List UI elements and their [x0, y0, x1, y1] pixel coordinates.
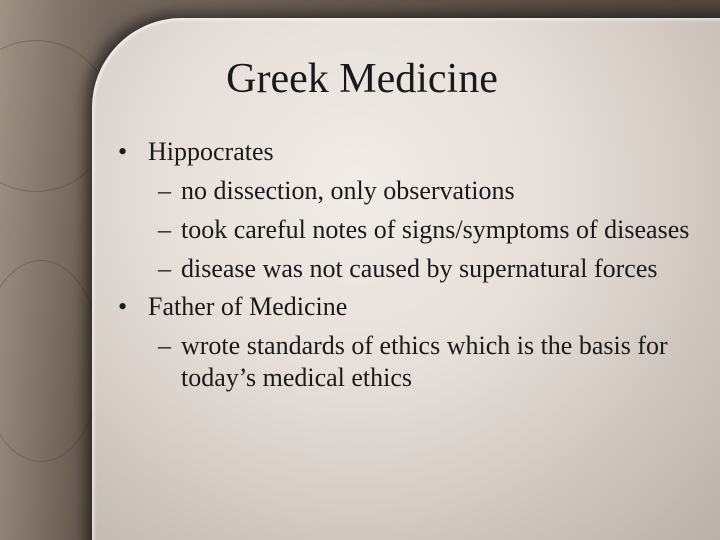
slide-title: Greek Medicine: [226, 56, 498, 102]
sub-bullet-item: [112, 253, 711, 285]
sub-bullet-item: [112, 175, 702, 207]
sub-bullet-marker: –: [158, 215, 171, 244]
sub-bullet-item: [112, 214, 701, 246]
sub-bullet-marker: –: [158, 254, 171, 283]
sub-bullet-text: no dissection, only observations: [181, 176, 515, 205]
sub-bullet-text: wrote standards of ethics which is the basis for today’s medical ethics: [181, 331, 668, 392]
bullet-item: [112, 136, 702, 168]
bullet-marker: •: [118, 137, 128, 166]
bullet-item: [112, 291, 702, 323]
sub-bullet-item: [112, 330, 701, 394]
bullet-text: Hippocrates: [148, 137, 274, 166]
bullet-marker: •: [118, 292, 128, 321]
sub-bullet-text: took careful notes of signs/symptoms of diseases: [181, 215, 690, 244]
sub-bullet-marker: –: [158, 176, 171, 205]
sub-bullet-text: disease was not caused by supernatural forces: [181, 254, 658, 283]
bullet-text: Father of Medicine: [148, 292, 348, 321]
sub-bullet-marker: –: [158, 331, 171, 360]
bullet-list: [112, 136, 702, 394]
